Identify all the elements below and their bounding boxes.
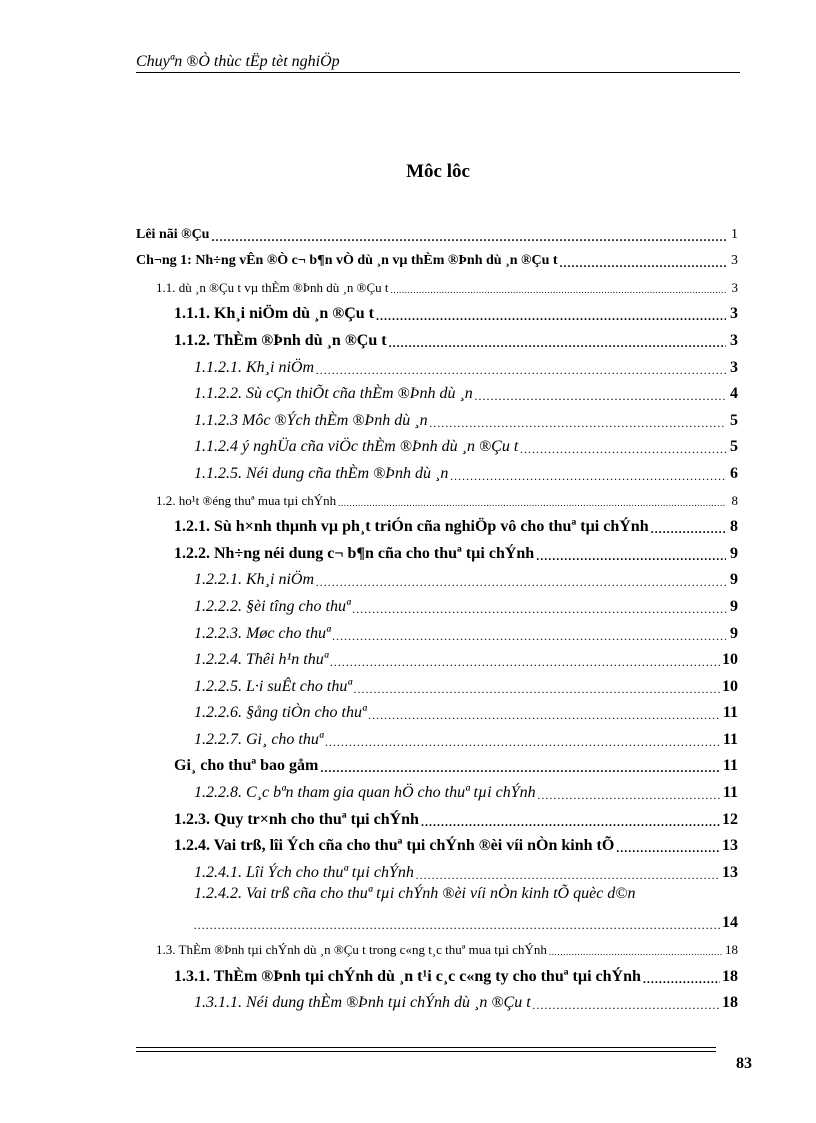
- toc-entry[interactable]: [136, 960, 738, 987]
- toc-dot-leader: [536, 548, 726, 564]
- toc-entry-title: 1.2.2.4. Thêi h¹n thuª: [194, 651, 329, 669]
- toc-entry[interactable]: [136, 670, 738, 697]
- toc-dot-leader: [651, 521, 726, 537]
- toc-entry-page: 11: [722, 784, 738, 802]
- toc-entry-page: 13: [722, 837, 738, 855]
- toc-entry-page: 9: [730, 624, 738, 642]
- toc-entry-title: 1.1.2. ThÈm ®Þnh dù ¸n ®Çu t: [174, 331, 387, 349]
- toc-entry-title: 1.3. ThÈm ®Þnh tµi chÝnh dù ¸n ®Çu t trong c«ng t¸c thuª mua tµi chÝnh: [156, 942, 547, 958]
- toc-dot-leader: [520, 441, 726, 457]
- toc-dot-leader: [338, 495, 726, 511]
- toc-entry[interactable]: [136, 830, 738, 857]
- toc-entry[interactable]: [136, 457, 738, 484]
- toc-dot-leader: [211, 229, 726, 245]
- toc-dot-leader: [352, 601, 726, 617]
- toc-dot-leader: [430, 415, 726, 431]
- toc-entry[interactable]: [136, 776, 738, 803]
- toc-dot-leader: [316, 362, 726, 378]
- toc-entry[interactable]: [136, 404, 738, 431]
- toc-entry-page: 10: [722, 651, 738, 669]
- toc-entry[interactable]: [136, 883, 738, 907]
- toc-dot-leader: [330, 654, 720, 670]
- toc-dot-leader: [376, 308, 726, 324]
- toc-entry-page: 18: [725, 942, 738, 958]
- toc-entry-title: Lêi nãi ®Çu: [136, 226, 210, 242]
- toc-dot-leader: [450, 468, 726, 484]
- header-rule: [136, 72, 740, 73]
- toc-entry-page: 3: [731, 253, 738, 269]
- toc-entry[interactable]: [136, 697, 738, 724]
- toc-dot-leader: [538, 787, 721, 803]
- toc-entry[interactable]: [136, 298, 738, 325]
- toc-entry[interactable]: [136, 590, 738, 617]
- toc-entry-title: 1.2. ho¹t ®éng thuª mua tµi chÝnh: [156, 492, 337, 508]
- toc-dot-leader: [389, 335, 726, 351]
- toc-entry-title: Gi¸ cho thuª bao gåm: [174, 757, 319, 775]
- toc-entry[interactable]: [136, 218, 738, 245]
- toc-entry-title: 1.2.2.8. C¸c bªn tham gia quan hÖ cho thuª tµi chÝnh: [194, 784, 536, 802]
- toc-entry-title: 1.2.2.7. Gi¸ cho thuª: [194, 730, 324, 748]
- toc-entry-title: 1.1.2.3 Môc ®Ých thÈm ®Þnh dù ¸n: [194, 411, 428, 429]
- toc-entry[interactable]: [136, 271, 738, 298]
- toc-entry-title: 1.2.2.3. Møc cho thuª: [194, 624, 331, 642]
- toc-entry-page: 11: [722, 757, 738, 775]
- toc-entry-title: 1.1.2.1. Kh¸i niÖm: [194, 358, 314, 376]
- toc-entry-page: 8: [730, 518, 738, 536]
- toc-entry-page: 9: [730, 571, 738, 589]
- table-of-contents: [136, 218, 738, 1013]
- toc-dot-leader: [421, 814, 720, 830]
- toc-entry-page: 6: [730, 464, 738, 482]
- toc-dot-leader: [616, 840, 720, 856]
- toc-entry-continuation[interactable]: [136, 907, 738, 934]
- toc-entry[interactable]: [136, 564, 738, 591]
- toc-dot-leader: [194, 917, 720, 933]
- toc-entry-title: 1.2.2. Nh÷ng néi dung c¬ b¶n cña cho thuª tµi chÝnh: [174, 544, 535, 562]
- toc-entry-title: 1.1.1. Kh¸i niÖm dù ¸n ®Çu t: [174, 305, 374, 323]
- footer-rule-double: [136, 1051, 716, 1052]
- toc-entry-page: 3: [730, 358, 738, 376]
- toc-entry[interactable]: [136, 431, 738, 458]
- toc-entry-page: 9: [730, 597, 738, 615]
- toc-entry-page: 5: [730, 411, 738, 429]
- toc-entry-page: 11: [722, 704, 738, 722]
- toc-entry[interactable]: [136, 617, 738, 644]
- toc-entry-title: 1.2.4.2. Vai trß cña cho thuª tµi chÝnh ®èi víi nÒn kinh tÕ quèc d©n: [194, 884, 636, 902]
- toc-entry-title: Ch¬ng 1: Nh÷ng vÊn ®Ò c¬ b¶n vÒ dù ¸n vµ thÈm ®Þnh dù ¸n ®Çu t: [136, 253, 558, 269]
- toc-entry-page: 9: [730, 544, 738, 562]
- toc-entry-title: 1.2.1. Sù h×nh thµnh vµ ph¸t triÓn cña nghiÖp vô cho thuª tµi chÝnh: [174, 518, 649, 536]
- toc-entry-page: 10: [722, 677, 738, 695]
- toc-dot-leader: [368, 707, 720, 723]
- toc-dot-leader: [416, 867, 720, 883]
- toc-dot-leader: [332, 628, 726, 644]
- toc-entry-title: 1.2.3. Quy tr×nh cho thuª tµi chÝnh: [174, 810, 419, 828]
- toc-entry-page: 1: [731, 226, 738, 242]
- toc-entry-page: 11: [722, 730, 738, 748]
- toc-entry[interactable]: [136, 987, 738, 1014]
- toc-dot-leader: [560, 255, 726, 271]
- toc-dot-leader: [391, 282, 727, 298]
- toc-entry[interactable]: [136, 856, 738, 883]
- toc-entry-page: 18: [722, 967, 738, 985]
- toc-entry-title: 1.2.2.5. L·i suÊt cho thuª: [194, 677, 352, 695]
- toc-entry-page: 14: [722, 914, 738, 932]
- toc-entry[interactable]: [136, 378, 738, 405]
- toc-dot-leader: [549, 944, 723, 960]
- toc-entry-page: 3: [731, 279, 738, 295]
- toc-entry-title: 1.2.2.1. Kh¸i niÖm: [194, 571, 314, 589]
- toc-dot-leader: [643, 971, 720, 987]
- toc-dot-leader: [320, 760, 721, 776]
- toc-entry-page: 5: [730, 438, 738, 456]
- toc-entry[interactable]: [136, 324, 738, 351]
- footer-rule: [136, 1047, 716, 1048]
- page-title: Môc lôc: [406, 161, 470, 182]
- toc-entry-title: 1.1.2.4 ý nghÜa cña viÖc thÈm ®Þnh dù ¸n ®Çu t: [194, 438, 519, 456]
- toc-dot-leader: [316, 574, 726, 590]
- running-header: Chuyªn ®Ò thùc tËp tèt nghiÖp: [136, 53, 340, 70]
- toc-entry[interactable]: [136, 245, 738, 272]
- toc-entry-page: 3: [730, 305, 738, 323]
- toc-entry-page: 3: [730, 331, 738, 349]
- toc-entry-title: 1.1.2.5. Néi dung cña thÈm ®Þnh dù ¸n: [194, 464, 449, 482]
- toc-entry-page: 13: [722, 863, 738, 881]
- toc-entry[interactable]: [136, 537, 738, 564]
- toc-entry-title: 1.3.1. ThÈm ®Þnh tµi chÝnh dù ¸n t¹i c¸c c«ng ty cho thuª tµi chÝnh: [174, 967, 641, 985]
- toc-entry-page: 8: [731, 492, 738, 508]
- toc-entry-title: 1.2.2.6. §ång tiÒn cho thuª: [194, 704, 367, 722]
- toc-entry-title: 1.2.4.1. Lîi Ých cho thuª tµi chÝnh: [194, 863, 414, 881]
- toc-entry[interactable]: [136, 933, 738, 960]
- toc-entry-page: 4: [730, 385, 738, 403]
- toc-entry[interactable]: [136, 750, 738, 777]
- toc-entry[interactable]: [136, 644, 738, 671]
- toc-dot-leader: [354, 681, 720, 697]
- toc-entry-page: 12: [722, 810, 738, 828]
- toc-dot-leader: [533, 997, 720, 1013]
- toc-entry-title: 1.2.4. Vai trß, lîi Ých cña cho thuª tµi chÝnh ®èi víi nÒn kinh tÕ: [174, 837, 615, 855]
- toc-entry[interactable]: [136, 484, 738, 511]
- toc-entry[interactable]: [136, 511, 738, 538]
- toc-dot-leader: [325, 734, 721, 750]
- page-number: 83: [736, 1055, 752, 1072]
- toc-dot-leader: [475, 388, 726, 404]
- toc-entry[interactable]: [136, 803, 738, 830]
- toc-entry[interactable]: [136, 723, 738, 750]
- toc-entry-title: 1.3.1.1. Néi dung thÈm ®Þnh tµi chÝnh dù ¸n ®Çu t: [194, 994, 531, 1012]
- toc-entry-title: 1.2.2.2. §èi tîng cho thuª: [194, 597, 351, 615]
- toc-entry-title: 1.1.2.2. Sù cÇn thiÕt cña thÈm ®Þnh dù ¸n: [194, 385, 473, 403]
- toc-entry-title: 1.1. dù ¸n ®Çu t vµ thÈm ®Þnh dù ¸n ®Çu t: [156, 279, 389, 295]
- toc-entry-page: 18: [722, 994, 738, 1012]
- toc-entry[interactable]: [136, 351, 738, 378]
